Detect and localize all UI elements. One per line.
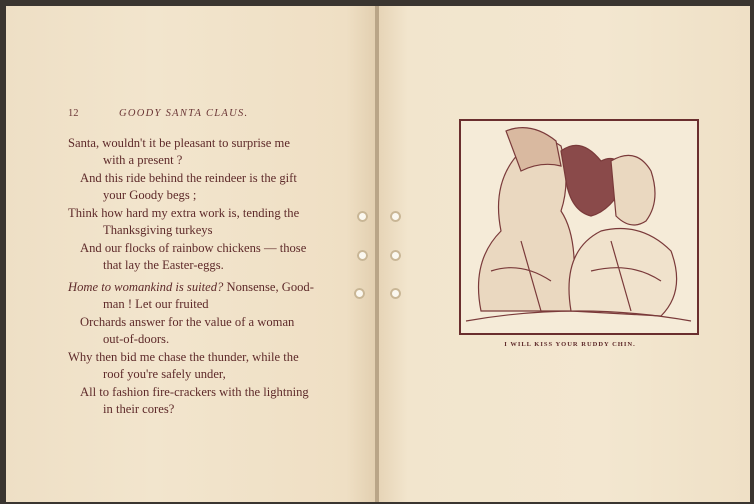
poem-line: your Goody begs ; bbox=[103, 188, 197, 202]
poem-line: Why then bid me chase the thunder, while the bbox=[68, 350, 299, 364]
poem-line: And our flocks of rainbow chickens — those bbox=[80, 241, 307, 255]
poem-line: in their cores? bbox=[103, 402, 175, 416]
poem-line bbox=[68, 280, 314, 294]
poem-line: Santa, wouldn't it be pleasant to surprise me bbox=[68, 136, 290, 150]
book-gutter bbox=[375, 6, 379, 502]
binding-hole bbox=[390, 288, 401, 299]
binding-hole bbox=[390, 211, 401, 222]
poem-line: out-of-doors. bbox=[103, 332, 170, 346]
page-number: 12 bbox=[68, 108, 79, 119]
illustration-figures bbox=[461, 121, 697, 333]
poem-line: Think how hard my extra work is, tending the bbox=[68, 206, 300, 220]
poem-line: man ! Let our fruited bbox=[103, 297, 209, 311]
poem-line: All to fashion fire-crackers with the lightning bbox=[80, 385, 309, 399]
poem-line: roof you're safely under, bbox=[103, 367, 226, 381]
poem-line: And this ride behind the reindeer is the gift bbox=[80, 171, 297, 185]
poem-line: Thanksgiving turkeys bbox=[103, 223, 213, 237]
binding-hole bbox=[357, 250, 368, 261]
binding-hole bbox=[357, 211, 368, 222]
line-rest: Nonsense, Good- bbox=[223, 280, 314, 294]
illustration-caption: I WILL KISS YOUR RUDDY CHIN. bbox=[504, 341, 636, 348]
illustration bbox=[459, 119, 699, 335]
binding-hole bbox=[390, 250, 401, 261]
binding-hole bbox=[354, 288, 365, 299]
italic-lead: Home to womankind is suited? bbox=[68, 280, 224, 294]
poem-line: Orchards answer for the value of a woman bbox=[80, 315, 295, 329]
poem-line: with a present ? bbox=[103, 153, 183, 167]
running-title: GOODY SANTA CLAUS. bbox=[119, 108, 249, 119]
poem-line: that lay the Easter-eggs. bbox=[103, 258, 224, 272]
